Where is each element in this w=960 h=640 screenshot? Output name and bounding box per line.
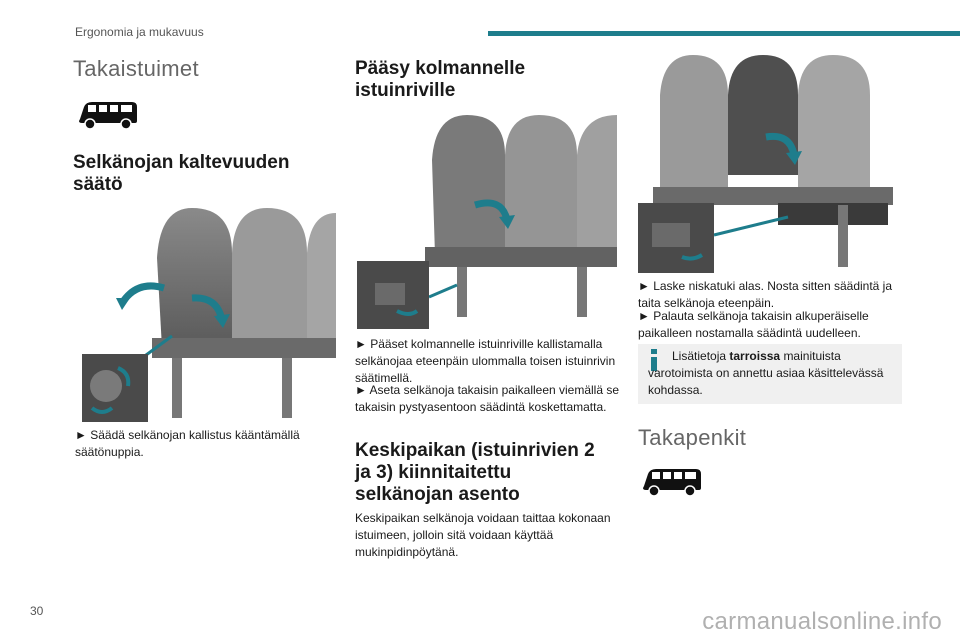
page-number: 30 <box>30 604 44 618</box>
instruction-return-backrest: ► Aseta selkänoja takaisin paikalleen viemällä se takaisin pystyasentoon säädintä koskettamatta. <box>355 383 620 414</box>
header-section-label: Ergonomia ja mukavuus <box>75 25 204 39</box>
info-bold-link: tarroissa <box>729 349 781 363</box>
info-prefix: Lisätietoja <box>672 349 727 363</box>
van-icon <box>640 464 704 498</box>
heading-selkanojan-kaltevuus: Selkänojan kaltevuuden säätö <box>73 152 290 195</box>
text-keskipaikan: Keskipaikan selkänoja voidaan taittaa kokonaan istuimeen, jolloin sitä voidaan käyttää mukinpidinpöytänä. <box>355 511 611 559</box>
van-icon <box>76 97 140 131</box>
section-title-takapenkit: Takapenkit <box>638 425 747 450</box>
instruction-lower-headrest: ► Laske niskatuki alas. Nosta sitten säädintä ja taita selkänoja eteenpäin. <box>638 279 893 310</box>
heading-paasy-kolmannelle: Pääsy kolmannelle istuinriville <box>355 58 526 101</box>
seat-illustration-third-row <box>357 115 617 329</box>
instruction-tilt-forward: ► Pääset kolmannelle istuinriville kallistamalla selkänojaa eteenpäin ulommalla toisen istuinrivin säätimellä. <box>355 337 616 385</box>
seat-illustration-center-fold <box>638 55 900 273</box>
seat-illustration-recline <box>82 208 336 422</box>
info-box <box>638 344 902 404</box>
section-title-takaistuimet: Takaistuimet <box>73 56 199 81</box>
header-accent-bar <box>488 31 960 36</box>
info-text <box>648 348 890 399</box>
heading-keskipaikan: Keskipaikan (istuinrivien 2 ja 3) kiinnitaitettu selkänojan asento <box>355 440 595 505</box>
instruction-restore-backrest: ► Palauta selkänoja takaisin alkuperäiselle paikalleen nostamalla säädintä uudelleen. <box>638 309 869 340</box>
info-suffix: mainituista varotoimista on annettu asiaa käsittelevässä kohdassa. <box>648 349 884 397</box>
watermark-text: carmanualsonline.info <box>702 608 942 635</box>
instruction-recline: ► Säädä selkänojan kallistus kääntämällä säätönuppia. <box>75 428 300 459</box>
